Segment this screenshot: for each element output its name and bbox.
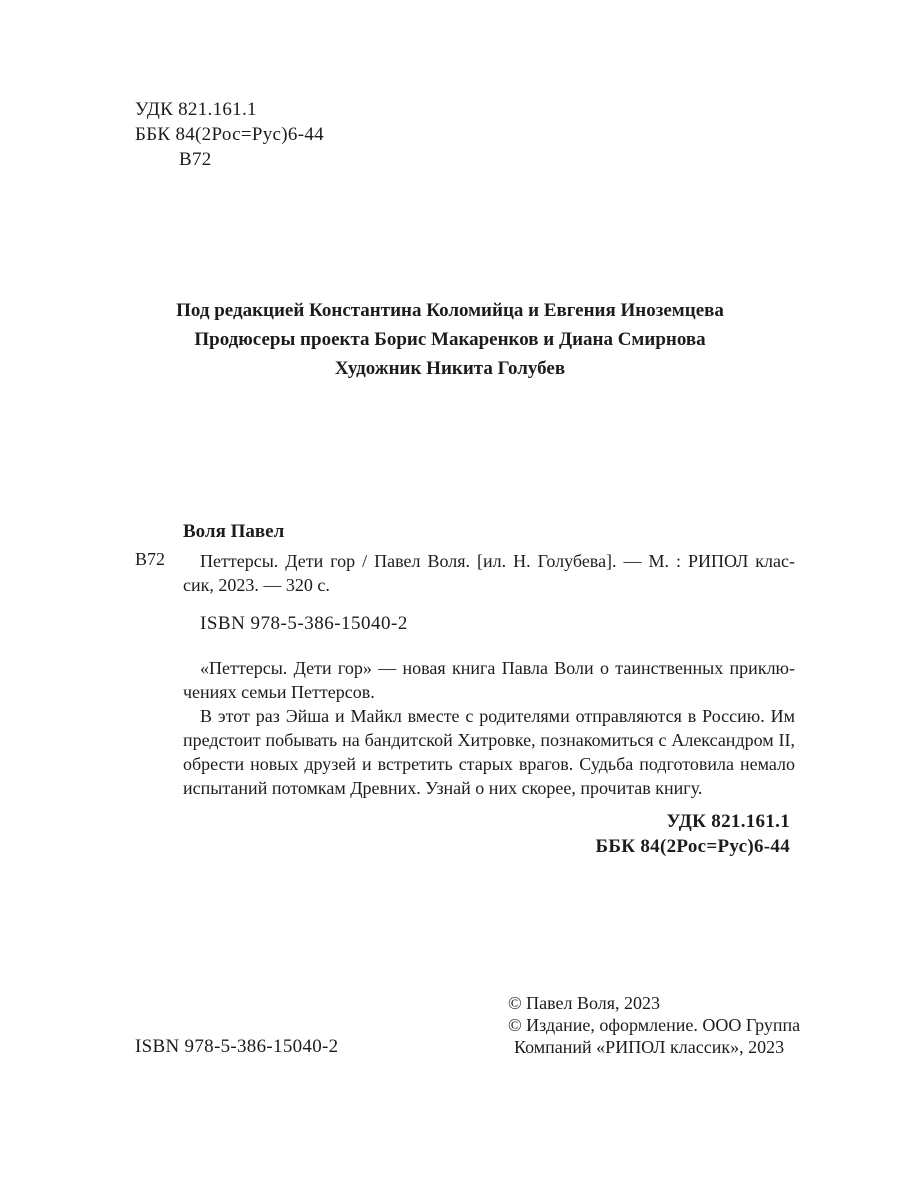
footer-isbn: ISBN 978-5-386-15040-2 bbox=[135, 1036, 339, 1057]
udk-code-bottom: УДК 821.161.1 bbox=[666, 811, 790, 832]
text-line: Компаний «РИПОЛ классик», 2023 bbox=[514, 1037, 785, 1057]
text-line: предстоит побывать на бандитской Хитровке, познакомиться с Александром II, bbox=[183, 730, 795, 750]
text-line: испытаний потомкам Древних. Узнай о них скорее, прочитав книгу. bbox=[183, 778, 703, 798]
bottom-codes-block bbox=[596, 809, 790, 859]
annotation-paragraph-2 bbox=[183, 704, 795, 800]
credit-editors: Под редакцией Константина Коломийца и Евгения Иноземцева bbox=[176, 300, 724, 321]
catalog-author-sign: В72 bbox=[135, 549, 166, 569]
bbk-code-top: ББК 84(2Рос=Рус)6-44 bbox=[135, 124, 324, 145]
text-line: В этот раз Эйша и Майкл вместе с родителями отправляются в Россию. Им bbox=[200, 706, 795, 726]
author-sign-top: В72 bbox=[179, 149, 212, 170]
text-line: чениях семьи Петтерсов. bbox=[183, 682, 375, 702]
catalog-author: Воля Павел bbox=[183, 521, 285, 542]
top-codes-block bbox=[135, 97, 324, 172]
credit-artist: Художник Никита Голубев bbox=[334, 358, 566, 379]
credit-producers: Продюсеры проекта Борис Макаренков и Диана Смирнова bbox=[194, 329, 706, 350]
catalog-entry bbox=[183, 549, 795, 597]
isbn-catalog: ISBN 978-5-386-15040-2 bbox=[200, 613, 408, 634]
copyright-block bbox=[508, 992, 800, 1058]
text-line: обрести новых друзей и встретить старых врагов. Судьба подготовила немало bbox=[183, 754, 795, 774]
text-line: © Павел Воля, 2023 bbox=[508, 993, 661, 1013]
text-line: © Издание, оформление. ООО Группа bbox=[508, 1015, 801, 1035]
udk-code-top: УДК 821.161.1 bbox=[135, 99, 257, 120]
text-line: сик, 2023. — 320 с. bbox=[183, 575, 330, 595]
annotation-block bbox=[183, 656, 795, 800]
annotation-paragraph-1 bbox=[183, 656, 795, 704]
text-line: «Петтерсы. Дети гор» — новая книга Павла Воли о таинственных приклю- bbox=[200, 658, 795, 678]
credits-block bbox=[122, 296, 778, 383]
text-line: Петтерсы. Дети гор / Павел Воля. [ил. Н. Голубева]. — М. : РИПОЛ клас- bbox=[200, 551, 795, 571]
bbk-code-bottom: ББК 84(2Рос=Рус)6-44 bbox=[595, 836, 790, 857]
